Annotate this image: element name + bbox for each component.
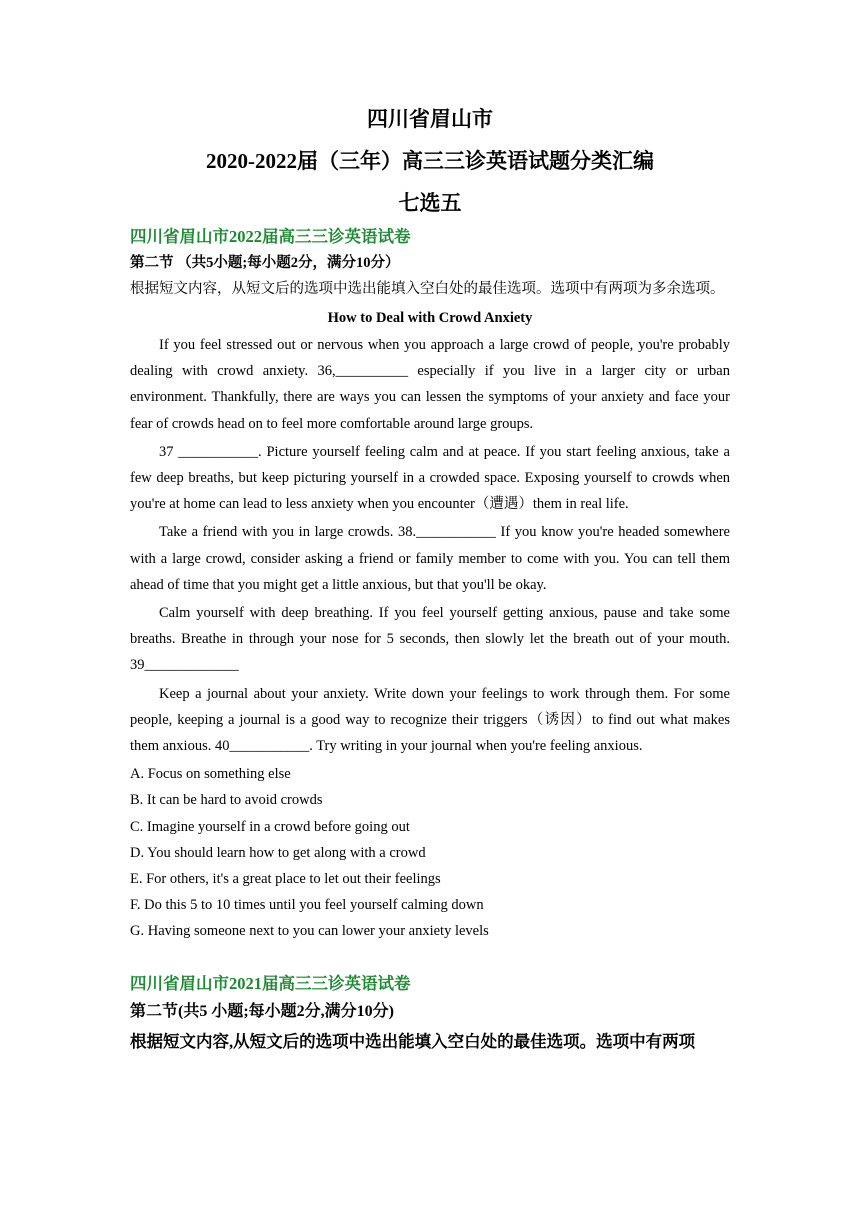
option-item: D. You should learn how to get along with a crowd [130,844,426,861]
passage-paragraph: If you feel stressed out or nervous when you approach a large crowd of people, you're probably dealing with crowd anxiety. 36,__________ especially if you live in a larger city or urban environment. Thankfully, there are ways you can lessen the symptoms of your anxiety and face your fear of crowds head on to feel more comfortable around large groups. [130,337,730,432]
passage-body [130,332,730,759]
instruction-text-2021: 根据短文内容,从短文后的选项中选出能填入空白处的最佳选项。选项中有两项 [130,1031,696,1051]
options-list [130,761,730,944]
passage-paragraph: Take a friend with you in large crowds. 38.___________ If you know you're headed somewhere with a large crowd, consider asking a friend or family member to come with you. You can tell them ahead of time that you might get a little anxious, but that you'll be okay. [130,524,730,593]
option-item: C. Imagine yourself in a crowd before going out [130,818,410,835]
section-subheading-2021: 第二节(共5 小题;每小题2分,满分10分) [130,1002,394,1020]
section-subheading-2022: 第二节 （共5小题;每小题2分，满分10分） [130,255,400,271]
section-heading-2021: 四川省眉山市2021届高三三诊英语试卷 [130,973,411,993]
option-item: F. Do this 5 to 10 times until you feel yourself calming down [130,897,484,914]
option-item: G. Having someone next to you can lower your anxiety levels [130,923,489,940]
passage-paragraph: Calm yourself with deep breathing. If you feel yourself getting anxious, pause and take some breaths. Breathe in through your nose for 5 seconds, then slowly let the breath out of your mouth. 39_____________ [130,605,730,674]
section-heading-2022: 四川省眉山市2022届高三三诊英语试卷 [130,227,411,246]
section-spacer [130,945,730,971]
document-title-topic: 七选五 [398,191,462,215]
document-title-region: 四川省眉山市 [367,107,493,131]
option-item: B. It can be hard to avoid crowds [130,792,323,809]
document-title-main: 2020-2022届（三年）高三三诊英语试题分类汇编 [206,149,654,173]
option-item: E. For others, it's a great place to let out their feelings [130,871,441,888]
option-item: A. Focus on something else [130,766,291,783]
passage-paragraph: Keep a journal about your anxiety. Write down your feelings to work through them. For some people, keeping a journal is a good way to recognize their triggers（诱因）to find out what makes them anxious. 40___________. Try writing in your journal when you're feeling anxious. [130,685,730,755]
passage-paragraph: 37 ___________. Picture yourself feeling calm and at peace. If you start feeling anxious, take a few deep breaths, but keep picturing yourself in a crowded space. Exposing yourself to crowds when you're at home can lead to less anxiety when you encounter（遭遇）them in real life. [130,443,730,513]
passage-title: How to Deal with Crowd Anxiety [327,310,533,326]
instruction-text-2022: 根据短文内容，从短文后的选项中选出能填入空白处的最佳选项。选项中有两项为多余选项。 [130,281,725,297]
document-page [130,0,730,1057]
